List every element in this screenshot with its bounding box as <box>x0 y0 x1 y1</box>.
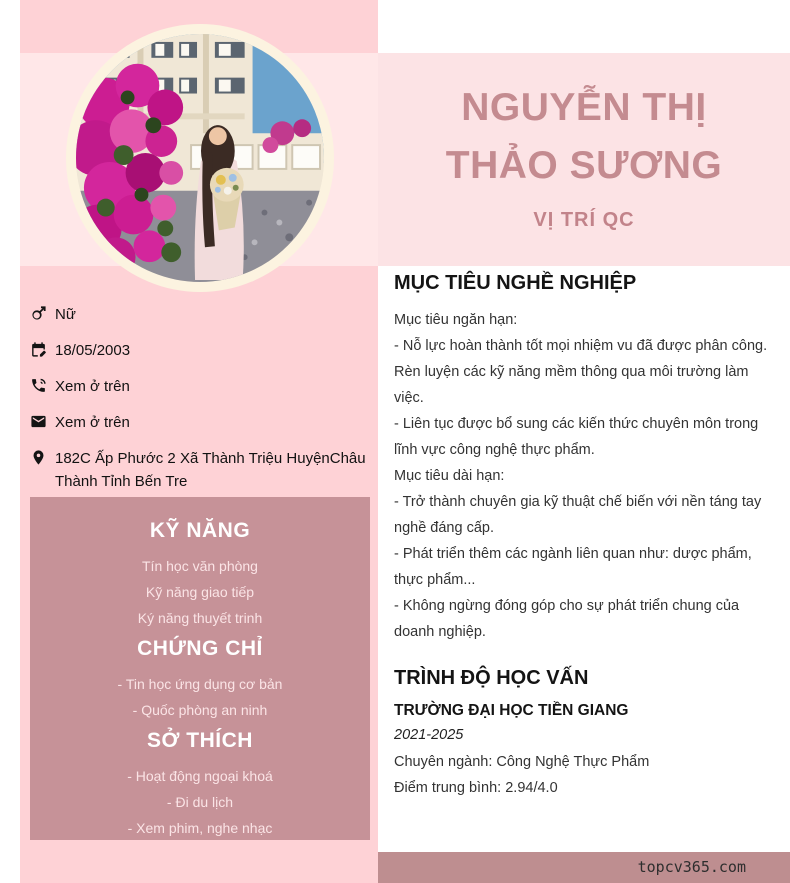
profile-photo-illustration <box>76 34 324 282</box>
left-column <box>20 0 378 883</box>
objective-paragraph: Mục tiêu dài hạn: <box>394 468 505 484</box>
objective-paragraph: - Phát triển thêm các ngành liên quan như: dược phẩm, thực phẩm... <box>394 546 752 588</box>
email-value: Xem ở trên <box>55 414 130 431</box>
objective-paragraph: - Liên tục được bổ sung các kiến thức chuyên môn trong lĩnh vực công nghệ thực phẩm. <box>394 416 759 458</box>
profile-photo <box>76 34 324 282</box>
skills-box <box>30 497 370 840</box>
objective-paragraph: - Không ngừng đóng góp cho sự phát triển chung của doanh nghiệp. <box>394 598 740 640</box>
person-name: NGUYỄN THỊ THẢO SƯƠNG <box>445 86 723 187</box>
education-years: 2021-2025 <box>394 727 464 743</box>
education-major: Chuyên ngành: Công Nghệ Thực Phẩm <box>394 754 650 770</box>
profile-photo-ring <box>66 24 334 292</box>
email-icon <box>30 413 48 431</box>
phone-value: Xem ở trên <box>55 378 130 395</box>
hobby-item: - Xem phim, nghe nhạc <box>127 820 273 836</box>
gender-value: Nữ <box>55 306 76 323</box>
objective-section-title: MỤC TIÊU NGHỀ NGHIỆP <box>394 272 637 294</box>
skill-item: Ký năng thuyết trinh <box>137 610 263 626</box>
objective-paragraph: - Nỗ lực hoàn thành tốt mọi nhiệm vu đã được phân công. Rèn luyện các kỹ năng mềm thông qua môi trường làm việc. <box>394 338 768 406</box>
main-content <box>394 272 780 801</box>
gender-icon <box>30 305 48 323</box>
phone-icon <box>30 377 48 395</box>
hobby-item: - Đi du lịch <box>166 794 234 810</box>
person-position: VỊ TRÍ QC <box>533 209 635 231</box>
footer-bar <box>378 852 790 883</box>
objective-paragraph: Mục tiêu ngăn hạn: <box>394 312 518 328</box>
calendar-icon <box>30 341 48 359</box>
certificate-item: - Quốc phòng an ninh <box>132 702 268 718</box>
footer-brand: topcv365.com <box>637 858 746 876</box>
detail-address <box>30 447 370 493</box>
education-section-title: TRÌNH ĐỘ HỌC VẤN <box>394 667 589 689</box>
skill-item: Tín học văn phòng <box>142 558 258 574</box>
certificates-section-title: CHỨNG CHỈ <box>137 637 263 660</box>
name-header <box>378 53 790 266</box>
detail-birthdate <box>30 339 370 362</box>
education-section <box>394 667 780 801</box>
birthdate-value: 18/05/2003 <box>55 342 131 359</box>
address-value: 182C Ấp Phước 2 Xã Thành Triệu HuyệnChâu Thành Tỉnh Bến Tre <box>55 450 366 490</box>
hobby-item: - Hoạt động ngoại khoá <box>127 768 273 784</box>
detail-gender <box>30 303 370 326</box>
skill-item: Kỹ năng giao tiếp <box>145 584 255 600</box>
detail-phone <box>30 375 370 398</box>
detail-email <box>30 411 370 434</box>
hobbies-section-title: SỞ THÍCH <box>147 729 253 752</box>
skills-section-title: KỸ NĂNG <box>149 519 251 542</box>
location-icon <box>30 449 48 467</box>
objective-paragraph: - Trở thành chuyên gia kỹ thuật chế biến với nền táng tay nghề đáng cấp. <box>394 494 762 536</box>
certificate-item: - Tin học ứng dụng cơ bản <box>117 676 283 692</box>
personal-details <box>30 303 370 506</box>
education-school: TRƯỜNG ĐẠI HỌC TIỀN GIANG <box>394 702 629 719</box>
education-gpa: Điểm trung bình: 2.94/4.0 <box>394 780 558 796</box>
